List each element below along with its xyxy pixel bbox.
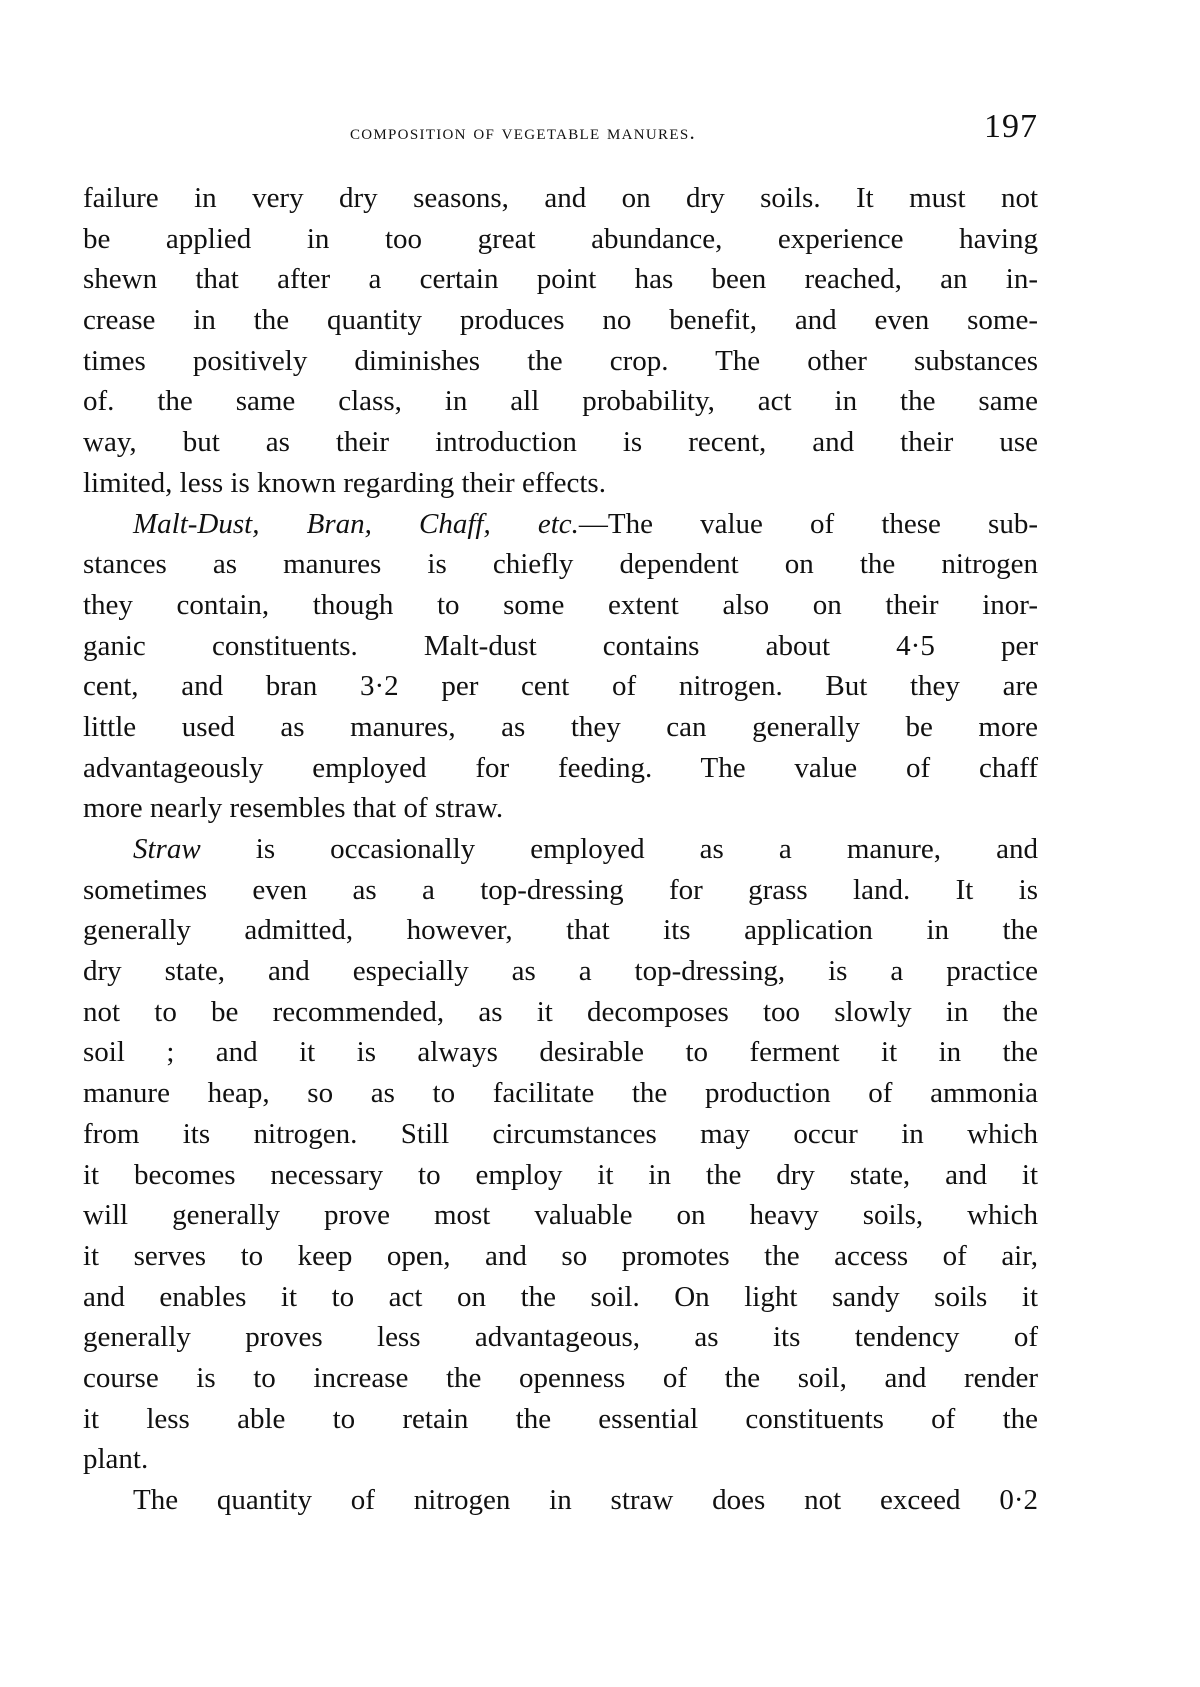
body-text — [83, 178, 1038, 1521]
text-line: stances as manures is chiefly dependent on the nitrogen — [83, 548, 1038, 581]
text-line: The quantity of nitrogen in straw does not exceed 0·2 — [133, 1484, 1038, 1516]
text-line: sometimes even as a top-dressing for grass land. It is — [83, 873, 1038, 906]
paragraph-lead-text: —The value of these sub- — [578, 507, 1038, 540]
paragraph-lead-text: is occasionally employed as a manure, and — [200, 833, 1038, 865]
text-line: cent, and bran 3·2 per cent of nitrogen. But they are — [83, 670, 1038, 703]
text-line: not to be recommended, as it decomposes too slowly in the — [83, 995, 1038, 1028]
text-line: it serves to keep open, and so promotes the access of air, — [83, 1239, 1038, 1272]
text-line: failure in very dry seasons, and on dry soils. It must not — [83, 182, 1038, 214]
running-head — [83, 108, 1038, 158]
text-line: limited, less is known regarding their effects. — [83, 466, 606, 499]
text-line: course is to increase the openness of the soil, and render — [83, 1361, 1038, 1394]
text-line: be applied in too great abundance, experience having — [83, 222, 1038, 255]
text-line — [83, 504, 1038, 545]
page-number: 197 — [984, 108, 1038, 145]
text-line: soil ; and it is always desirable to ferment it in the — [83, 1036, 1038, 1069]
paragraph-lead-italic: Malt-Dust, Bran, Chaff, etc. — [133, 507, 579, 540]
text-line: advantageously employed for feeding. The value of chaff — [83, 751, 1038, 784]
text-line: ganic constituents. Malt-dust contains about 4·5 per — [83, 629, 1038, 662]
text-line: plant. — [83, 1443, 149, 1476]
text-line: times positively diminishes the crop. The other substances — [83, 344, 1038, 377]
text-line: will generally prove most valuable on heavy soils, which — [83, 1199, 1038, 1232]
text-line: shewn that after a certain point has been reached, an in- — [83, 263, 1038, 296]
paragraph-nitrogen-in-straw — [83, 1480, 1038, 1521]
text-line: dry state, and especially as a top-dressing, is a practice — [83, 955, 1038, 988]
paragraph-lead-italic: Straw — [133, 833, 201, 865]
text-line: manure heap, so as to facilitate the production of ammonia — [83, 1077, 1038, 1110]
text-line: generally admitted, however, that its application in the — [83, 914, 1038, 947]
text-line: and enables it to act on the soil. On light sandy soils it — [83, 1280, 1038, 1313]
text-line: they contain, though to some extent also on their inor- — [83, 588, 1038, 621]
text-line: from its nitrogen. Still circumstances may occur in which — [83, 1117, 1038, 1150]
text-line: it less able to retain the essential constituents of the — [83, 1402, 1038, 1435]
text-line: crease in the quantity produces no benefit, and even some- — [83, 304, 1038, 337]
text-line: little used as manures, as they can generally be more — [83, 710, 1038, 743]
text-line: more nearly resembles that of straw. — [83, 792, 504, 825]
text-line: of. the same class, in all probability, act in the same — [83, 385, 1038, 418]
paragraph-fertilizer-continuation — [83, 178, 1038, 504]
paragraph-straw — [83, 829, 1038, 1480]
text-line: it becomes necessary to employ it in the dry state, and it — [83, 1158, 1038, 1191]
text-line: way, but as their introduction is recent, and their use — [83, 426, 1038, 459]
text-line — [83, 829, 1038, 870]
running-title: composition of vegetable manures. — [349, 120, 697, 144]
text-line: generally proves less advantageous, as its tendency of — [83, 1321, 1038, 1354]
paragraph-malt-dust — [83, 504, 1038, 830]
